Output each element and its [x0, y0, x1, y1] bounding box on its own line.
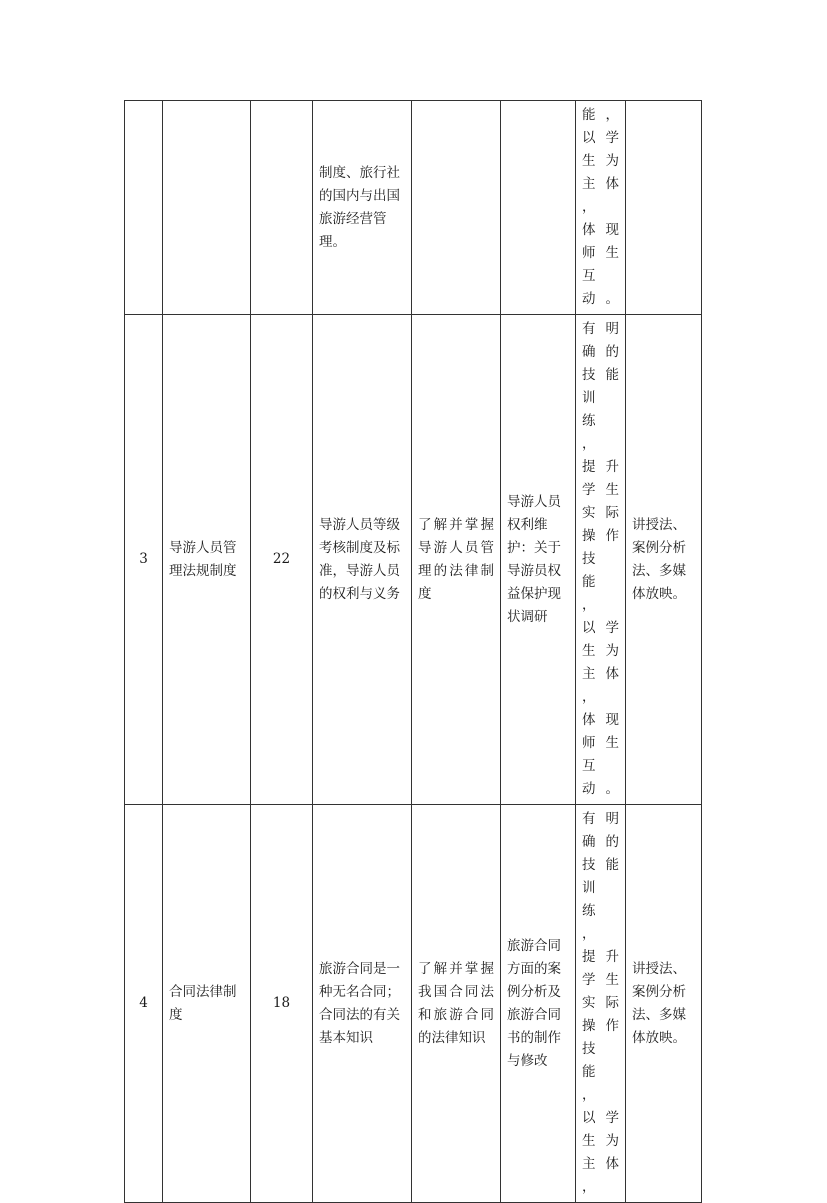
method-cell [576, 315, 626, 805]
teaching-cell [626, 101, 702, 315]
row-number: 4 [125, 805, 163, 1203]
method-text: 有 明 确 的 技 能 训 练 ， 提 升 学 生 实 际 操 作 技 能 ， 以 学 生 为 主体 ， [582, 811, 619, 1195]
table-row [125, 101, 702, 315]
method-cell [576, 805, 626, 1203]
syllabus-table [124, 100, 702, 1203]
practice-cell: 导游人员权利维护：关于导游员权益保护现状调研 [501, 315, 576, 805]
row-number: 3 [125, 315, 163, 805]
hours-cell [251, 101, 313, 315]
chapter-cell: 导游人员管理法规制度 [163, 315, 251, 805]
goal-cell: 了解并掌握导游人员管理的法律制度 [412, 315, 501, 805]
practice-cell [501, 101, 576, 315]
practice-cell: 旅游合同方面的案例分析及旅游合同书的制作与修改 [501, 805, 576, 1203]
content-text: 制度、旅行社的国内与出国旅游经营管理。 [319, 164, 400, 250]
content-cell [313, 805, 412, 1203]
goal-cell [412, 101, 501, 315]
goal-cell: 了解并掌握我国合同法和旅游合同的法律知识 [412, 805, 501, 1203]
teaching-cell: 讲授法、案例分析法、多媒体放映。 [626, 315, 702, 805]
method-text: 有 明 确 的 技 能 训 练 ， 提 升 学 生 实 际 操 作 技 能 ， 以 学 生 为 主体 ， 体 现 师 生 互 动。 [582, 321, 619, 797]
chapter-cell [163, 101, 251, 315]
chapter-cell: 合同法律制度 [163, 805, 251, 1203]
content-cell: 导游人员等级考核制度及标准，导游人员的权利与义务 [313, 315, 412, 805]
row-number [125, 101, 163, 315]
content-text: 旅游合同是一种无名合同； 合同法的有关基本知识 [319, 960, 400, 1046]
method-cell [576, 101, 626, 315]
method-text: 能， 以 学 生 为 主体 ， 体 现 师 生 互 动。 [582, 107, 619, 307]
hours-cell: 22 [251, 315, 313, 805]
table-row [125, 805, 702, 1203]
hours-cell: 18 [251, 805, 313, 1203]
teaching-cell: 讲授法、案例分析法、多媒体放映。 [626, 805, 702, 1203]
table-row [125, 315, 702, 805]
content-cell [313, 101, 412, 315]
